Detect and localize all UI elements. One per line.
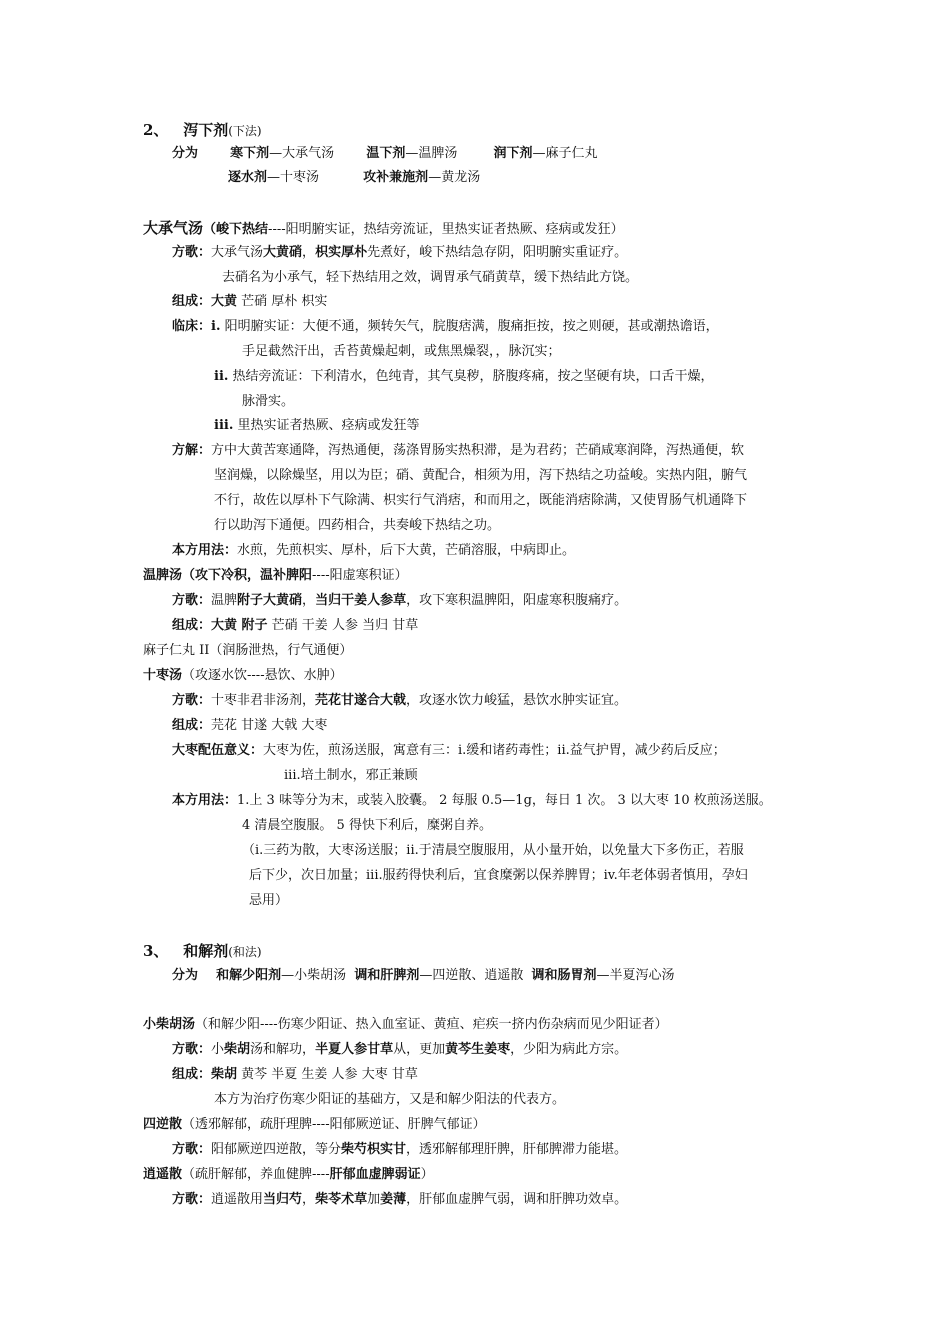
herb-bold: 枳实厚朴 [315, 245, 368, 260]
text: 小 [211, 1042, 225, 1057]
section-title: 泻下剂 [183, 121, 229, 139]
zucheng-line [172, 292, 327, 312]
text: ，攻逐水饮力峻猛，悬饮水肿实证宜。 [406, 693, 628, 708]
text: ， [302, 593, 316, 608]
herb-bold: 柴芍枳实甘 [341, 1142, 407, 1157]
yongfa-label: 本方用法： [172, 543, 238, 558]
herb-bold: 大黄 附子 [211, 618, 268, 633]
fenwei-label: 分为 [172, 968, 199, 983]
fangge-label: 方歌： [172, 693, 212, 708]
text: 十枣非君非汤剂， [211, 693, 316, 708]
text: 1.上 3 味等分为末，或装入胶囊。 2 每服 0.5—1g，每日 1 次。 3 以大枣 10 枚煎汤送服。 [237, 793, 772, 808]
text: ， [302, 245, 316, 260]
text: ，攻下寒积温脾阳，阳虚寒积腹痛疗。 [406, 593, 628, 608]
fangjie-line: 不行，故佐以厚朴下气除满、枳实行气消痞，和而用之，既能消痞除满，又使胃肠气机通降下 [214, 493, 748, 508]
formula-heading-sini [143, 1115, 486, 1135]
text: 大承气汤 [211, 245, 264, 260]
fangge-label: 方歌： [172, 593, 212, 608]
fangge-line [172, 243, 627, 263]
note-line: （i.三药为散，大枣汤送服；ii.于清晨空腹服用，从小量开始，以免量大下多伤正，若服 [242, 843, 744, 858]
item-label: i. [211, 319, 221, 334]
formula-heading-shizao [143, 666, 343, 686]
paren: （ [203, 222, 217, 237]
section-2-heading [143, 120, 262, 141]
note-line: 本方为治疗伤寒少阳证的基础方，又是和解少阳法的代表方。 [214, 1092, 566, 1107]
fenwei-label: 分为 [172, 146, 199, 161]
category-value: —半夏泻心汤 [596, 968, 675, 983]
herb-list: 黄芩 半夏 生姜 人参 大枣 甘草 [237, 1067, 418, 1082]
fangjie-line: 行以助泻下通便。四药相合，共奏峻下热结之功。 [214, 518, 501, 533]
herb-bold: 当归芍 [263, 1192, 303, 1207]
yongfa-label: 本方用法： [172, 793, 238, 808]
formula-indication: ----阳虚寒积证） [312, 568, 408, 583]
herb-bold: 姜薄 [380, 1192, 407, 1207]
linchuang-label: 临床： [172, 319, 212, 334]
linchuang-line [214, 416, 419, 436]
fangge-label: 方歌： [172, 1142, 212, 1157]
category-key: 调和肝脾剂 [354, 968, 420, 983]
text: ， [302, 1192, 316, 1207]
text: 阳明腑实证：大便不通，频转矢气，脘腹痞满，腹痛拒按，按之则硬，甚或潮热谵语， [220, 319, 719, 334]
formula-name: 温脾汤 [143, 568, 183, 583]
category-value: —温脾汤 [405, 146, 458, 161]
fangge-line [172, 1040, 627, 1060]
formula-heading-maziren: 麻子仁丸 II（润肠泄热，行气通便） [143, 643, 353, 658]
herb-bold: 柴苓术草 [315, 1192, 368, 1207]
zucheng-line [172, 716, 327, 736]
text: 水煎，先煎枳实、厚朴，后下大黄，芒硝溶服，中病即止。 [237, 543, 576, 558]
zucheng-line [172, 1065, 418, 1085]
section-number: 3、 [143, 942, 169, 960]
text: 加 [367, 1192, 381, 1207]
category-key: 润下剂 [493, 146, 533, 161]
herb-bold: 芫花甘遂合大戟 [315, 693, 407, 708]
category-value: —大承气汤 [269, 146, 335, 161]
formula-name: 大承气汤 [143, 219, 204, 237]
category-value: —小柴胡汤 [281, 968, 347, 983]
fangge-line [172, 1190, 627, 1210]
formula-indication: （和解少阳----伤寒少阳证、热入血室证、黄疸、疟疾一挤内伤杂病而见少阳证者） [195, 1017, 668, 1032]
category-line-2 [228, 168, 480, 188]
category-value: —四逆散、逍遥散 [419, 968, 524, 983]
formula-heading-xiaoyao [143, 1165, 434, 1185]
formula-name: 四逆散 [143, 1117, 183, 1132]
formula-indication: （攻逐水饮----悬饮、水肿） [182, 668, 343, 683]
yongfa-line [172, 791, 772, 811]
note-line: 后下少，次日加量；iii.服药得快利后，宜食糜粥以保养脾胃；iv.年老体弱者慎用，孕妇 [249, 868, 748, 883]
formula-heading-dachengqi [143, 218, 624, 240]
formula-indication: （疏肝解郁，养血健脾---- [182, 1167, 330, 1182]
formula-effect: （攻下冷积，温补脾阳 [182, 568, 313, 583]
item-label: ii. [214, 369, 229, 384]
category-line-1 [172, 144, 598, 164]
fangjie-line [172, 441, 744, 461]
zucheng-label: 组成： [172, 294, 212, 309]
formula-indication: ----阳明腑实证，热结旁流证，里热实证者热厥、痉病或发狂） [268, 222, 624, 237]
fangge-line-2: 去硝名为小承气，轻下热结用之效，调胃承气硝黄草，缓下热结此方饶。 [222, 270, 639, 285]
linchuang-line: 脉滑实。 [242, 394, 295, 409]
text: 里热实证者热厥、痉病或发狂等 [233, 418, 420, 433]
section-subtitle: (和法) [228, 945, 262, 959]
section-number: 2、 [143, 121, 169, 139]
linchuang-line [172, 317, 719, 337]
section-3-heading [143, 941, 262, 962]
text: 热结旁流证：下利清水，色纯青，其气臭秽，脐腹疼痛，按之坚硬有块，口舌干燥， [228, 369, 714, 384]
text: 先煮好，峻下热结急存阴，阳明腑实重证疗。 [367, 245, 628, 260]
formula-heading-wenpi [143, 566, 408, 586]
category-key: 寒下剂 [230, 146, 270, 161]
herb-bold: 大黄 [211, 294, 238, 309]
category-key: 和解少阳剂 [216, 968, 282, 983]
herb-bold: 半夏人参甘草 [315, 1042, 394, 1057]
formula-name: 十枣汤 [143, 668, 183, 683]
fangge-line [172, 691, 627, 711]
category-line [172, 966, 675, 986]
formula-heading-xiaochaihu [143, 1015, 668, 1035]
herb-list: 芫花 甘遂 大戟 大枣 [211, 718, 328, 733]
herb-bold: 黄芩生姜枣 [445, 1042, 511, 1057]
dazao-line: iii.培土制水，邪正兼顾 [284, 768, 418, 783]
zucheng-label: 组成： [172, 618, 212, 633]
fangge-line [172, 591, 627, 611]
zucheng-label: 组成： [172, 718, 212, 733]
formula-pattern: 肝郁血虚脾弱证 [329, 1167, 421, 1182]
note-line: 忌用） [249, 893, 289, 908]
herb-bold: 柴胡 [211, 1067, 238, 1082]
herb-bold: 当归干姜人参草 [315, 593, 407, 608]
fangge-label: 方歌： [172, 1042, 212, 1057]
yongfa-line [172, 541, 575, 561]
yongfa-line: 4 清晨空腹服。 5 得快下利后，糜粥自养。 [242, 818, 492, 833]
category-value: —十枣汤 [267, 170, 320, 185]
dazao-line [172, 741, 726, 761]
category-value: —麻子仁丸 [532, 146, 598, 161]
formula-name: 逍遥散 [143, 1167, 183, 1182]
herb-list: 芒硝 干姜 人参 当归 甘草 [267, 618, 419, 633]
linchuang-line [214, 367, 714, 387]
category-key: 逐水剂 [228, 170, 268, 185]
herb-bold: 柴胡 [224, 1042, 251, 1057]
text: ，透邪解郁理肝脾，肝郁脾滞力能堪。 [406, 1142, 628, 1157]
fangge-label: 方歌： [172, 1192, 212, 1207]
text: ，肝郁血虚脾气弱，调和肝脾功效卓。 [406, 1192, 628, 1207]
fangjie-label: 方解： [172, 443, 212, 458]
paren: ） [420, 1167, 434, 1182]
herb-bold: 附子大黄硝 [237, 593, 303, 608]
fangge-label: 方歌： [172, 245, 212, 260]
text: ，少阳为病此方宗。 [510, 1042, 628, 1057]
text: 方中大黄苦寒通降，泻热通便，荡涤胃肠实热积滞，是为君药；芒硝咸寒润降，泻热通便，软 [211, 443, 745, 458]
text: 逍遥散用 [211, 1192, 264, 1207]
formula-indication: （透邪解郁，疏肝理脾----阳郁厥逆证、肝脾气郁证） [182, 1117, 486, 1132]
text: 温脾 [211, 593, 238, 608]
zucheng-label: 组成： [172, 1067, 212, 1082]
text: 大枣为佐，煎汤送服，寓意有三：i.缓和诸药毒性；ii.益气护胃，减少药后反应； [263, 743, 726, 758]
linchuang-line: 手足截然汗出，舌苔黄燥起刺，或焦黑燥裂，，脉沉实； [242, 344, 561, 359]
text: 从，更加 [393, 1042, 446, 1057]
dazao-label: 大枣配伍意义： [172, 743, 264, 758]
item-label: iii. [214, 418, 234, 433]
zucheng-line [172, 616, 418, 636]
text: 阳郁厥逆四逆散，等分 [211, 1142, 342, 1157]
herb-bold: 大黄硝 [263, 245, 303, 260]
text: 汤和解功， [250, 1042, 316, 1057]
formula-effect: 峻下热结 [216, 222, 269, 237]
herb-list: 芒硝 厚朴 枳实 [237, 294, 328, 309]
section-subtitle: (下法) [228, 124, 262, 138]
category-key: 温下剂 [366, 146, 406, 161]
category-key: 调和肠胃剂 [531, 968, 597, 983]
category-value: —黄龙汤 [428, 170, 481, 185]
fangge-line [172, 1140, 627, 1160]
fangjie-line: 坚润燥，以除燥坚，用以为臣；硝、黄配合，相须为用，泻下热结之功益峻。实热内阻，腑气 [214, 468, 748, 483]
section-title: 和解剂 [183, 942, 229, 960]
formula-name: 小柴胡汤 [143, 1017, 196, 1032]
category-key: 攻补兼施剂 [363, 170, 429, 185]
